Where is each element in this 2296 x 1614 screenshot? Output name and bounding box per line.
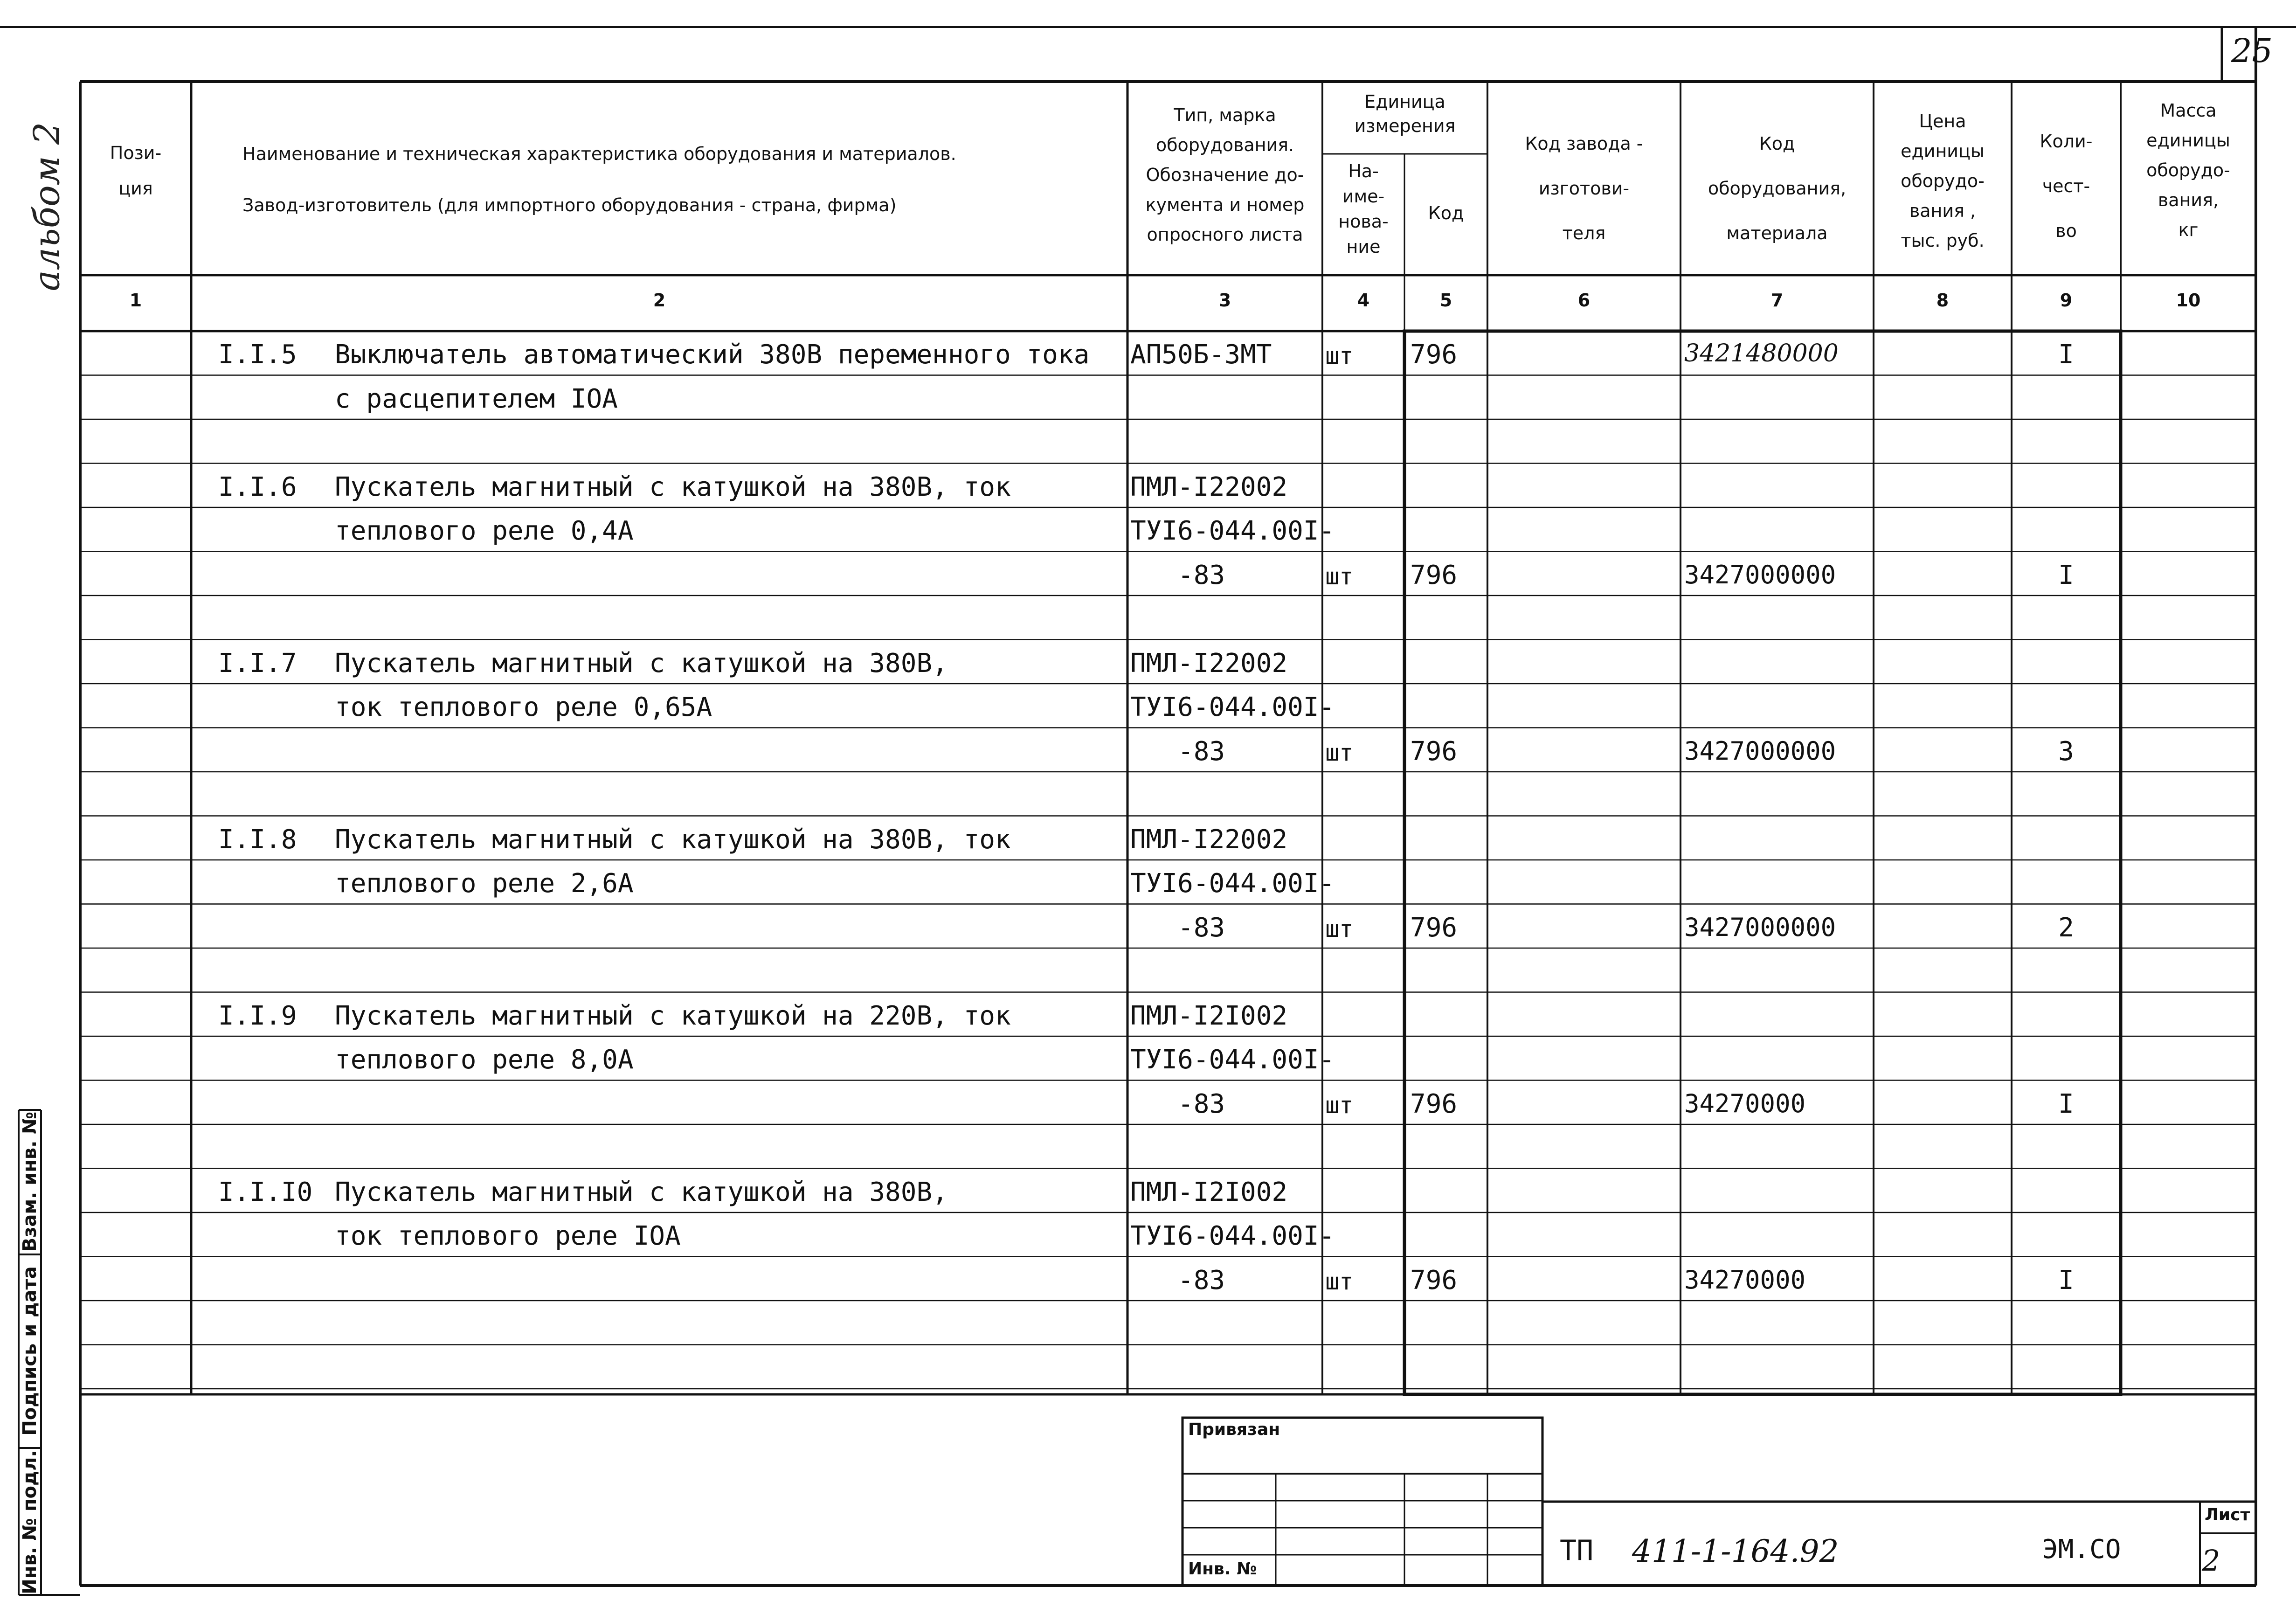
colnum: 6 bbox=[1577, 290, 1591, 311]
row-position: I.I.8 bbox=[218, 824, 297, 855]
header-unit-name: На- име- нова- ние bbox=[1338, 161, 1389, 257]
row-quantity: 2 bbox=[2058, 912, 2074, 943]
row-unit-code: 796 bbox=[1410, 736, 1458, 767]
colnum: 10 bbox=[2176, 290, 2201, 311]
row-name: ток теплового реле 0,65А bbox=[335, 692, 712, 722]
row-equipment-code: 3427000000 bbox=[1684, 560, 1836, 589]
header-quantity: Коли- чест- во bbox=[2040, 131, 2093, 241]
row-name: с расцепителем IОА bbox=[335, 383, 618, 414]
colnum: 4 bbox=[1357, 290, 1370, 311]
row-type: ПМЛ-I2I002 bbox=[1130, 1000, 1288, 1031]
row-position: I.I.I0 bbox=[218, 1177, 313, 1207]
row-equipment-code: 3427000000 bbox=[1684, 736, 1836, 766]
row-unit: шт bbox=[1325, 562, 1354, 590]
side-stamp-original-inv: Инв. № подл. bbox=[19, 1450, 41, 1594]
row-unit-code: 796 bbox=[1410, 1088, 1458, 1119]
inv-label: Инв. № bbox=[1188, 1559, 1257, 1579]
row-type: ТУI6-044.00I- bbox=[1130, 868, 1335, 899]
bound-label: Привязан bbox=[1188, 1420, 1280, 1439]
header-position: Пози- ция bbox=[110, 143, 162, 199]
row-type: ТУI6-044.00I- bbox=[1130, 692, 1335, 722]
header-price: Цена единицы оборудо- вания , тыс. руб. bbox=[1901, 111, 1985, 251]
header-name: Наименование и техническая характеристика оборудования и материалов. Завод-изготовитель (для импортного оборудования - страна, фирма) bbox=[242, 144, 956, 215]
header-equipment-code: Код оборудования, материала bbox=[1708, 133, 1846, 243]
side-stamp-replaced-inv: Взам. инв. № bbox=[19, 1111, 41, 1252]
colnum: 7 bbox=[1770, 290, 1784, 311]
row-type: -83 bbox=[1178, 736, 1225, 767]
header-unit-group: Единица измерения bbox=[1354, 91, 1456, 136]
row-type: ТУI6-044.00I- bbox=[1130, 1221, 1335, 1251]
row-name: Пускатель магнитный с катушкой на 220В, ток bbox=[335, 1000, 1011, 1031]
row-quantity: I bbox=[2058, 1265, 2074, 1295]
row-name: Выключатель автоматический 380В переменного тока bbox=[335, 339, 1090, 370]
row-quantity: 3 bbox=[2058, 736, 2074, 767]
row-type: ПМЛ-I22002 bbox=[1130, 471, 1288, 502]
row-position: I.I.9 bbox=[218, 1000, 297, 1031]
row-type: ПМЛ-I22002 bbox=[1130, 824, 1288, 855]
colnum: 3 bbox=[1218, 290, 1231, 311]
row-unit: шт bbox=[1325, 915, 1354, 942]
header-unit-code: Код bbox=[1428, 203, 1464, 223]
album-note: альбом 2 bbox=[26, 122, 68, 291]
row-unit-code: 796 bbox=[1410, 339, 1458, 370]
row-name: Пускатель магнитный с катушкой на 380В, bbox=[335, 1177, 948, 1207]
colnum: 8 bbox=[1936, 290, 1949, 311]
header-factory-code: Код завода - изготови- теля bbox=[1525, 133, 1643, 243]
row-name: Пускатель магнитный с катушкой на 380В, bbox=[335, 648, 948, 679]
sheet-label: Лист bbox=[2205, 1505, 2250, 1524]
row-name: Пускатель магнитный с катушкой на 380В, ток bbox=[335, 824, 1011, 855]
row-unit: шт bbox=[1325, 342, 1354, 369]
colnum: 2 bbox=[653, 290, 666, 311]
row-unit-code: 796 bbox=[1410, 912, 1458, 943]
row-position: I.I.5 bbox=[218, 339, 297, 370]
row-type: АП50Б-3МТ bbox=[1130, 339, 1272, 370]
row-position: I.I.6 bbox=[218, 471, 297, 502]
row-unit-code: 796 bbox=[1410, 1265, 1458, 1295]
row-name: теплового реле 0,4А bbox=[335, 516, 634, 546]
row-type: ТУI6-044.00I- bbox=[1130, 1045, 1335, 1075]
row-name: ток теплового реле IОА bbox=[335, 1221, 681, 1251]
doc-prefix: ТП bbox=[1560, 1534, 1594, 1567]
page-number: 25 bbox=[2231, 32, 2273, 70]
doc-code: ЭМ.СО bbox=[2042, 1534, 2121, 1565]
row-quantity: I bbox=[2058, 339, 2074, 370]
row-type: ПМЛ-I2I002 bbox=[1130, 1177, 1288, 1207]
header-mass: Масса единицы оборудо- вания, кг bbox=[2146, 100, 2230, 240]
row-equipment-code: 34270000 bbox=[1684, 1265, 1806, 1295]
row-type: -83 bbox=[1178, 560, 1225, 590]
colnum: 1 bbox=[129, 290, 142, 311]
row-quantity: I bbox=[2058, 1088, 2074, 1119]
row-name: теплового реле 8,0А bbox=[335, 1045, 634, 1075]
row-type: -83 bbox=[1178, 1088, 1225, 1119]
row-position: I.I.7 bbox=[218, 648, 297, 679]
header-type: Тип, марка оборудования. Обозначение до- кумента и номер опросного листа bbox=[1145, 105, 1305, 245]
row-quantity: I bbox=[2058, 560, 2074, 590]
doc-number: 411-1-164.92 bbox=[1632, 1533, 1839, 1569]
row-equipment-code: 34270000 bbox=[1684, 1088, 1806, 1118]
row-name: Пускатель магнитный с катушкой на 380В, ток bbox=[335, 471, 1011, 502]
sheet-number: 2 bbox=[2202, 1544, 2220, 1578]
row-type: -83 bbox=[1178, 1265, 1225, 1295]
colnum: 5 bbox=[1439, 290, 1452, 311]
row-unit: шт bbox=[1325, 1268, 1354, 1295]
colnum: 9 bbox=[2060, 290, 2073, 311]
row-equipment-code: 3421480000 bbox=[1684, 339, 1839, 367]
row-equipment-code: 3427000000 bbox=[1684, 912, 1836, 942]
row-unit: шт bbox=[1325, 739, 1354, 766]
row-unit: шт bbox=[1325, 1091, 1354, 1119]
row-name: теплового реле 2,6А bbox=[335, 868, 634, 899]
row-type: -83 bbox=[1178, 912, 1225, 943]
row-unit-code: 796 bbox=[1410, 560, 1458, 590]
row-type: ТУI6-044.00I- bbox=[1130, 516, 1335, 546]
row-type: ПМЛ-I22002 bbox=[1130, 648, 1288, 679]
side-stamp-signature-date: Подпись и дата bbox=[19, 1266, 41, 1436]
